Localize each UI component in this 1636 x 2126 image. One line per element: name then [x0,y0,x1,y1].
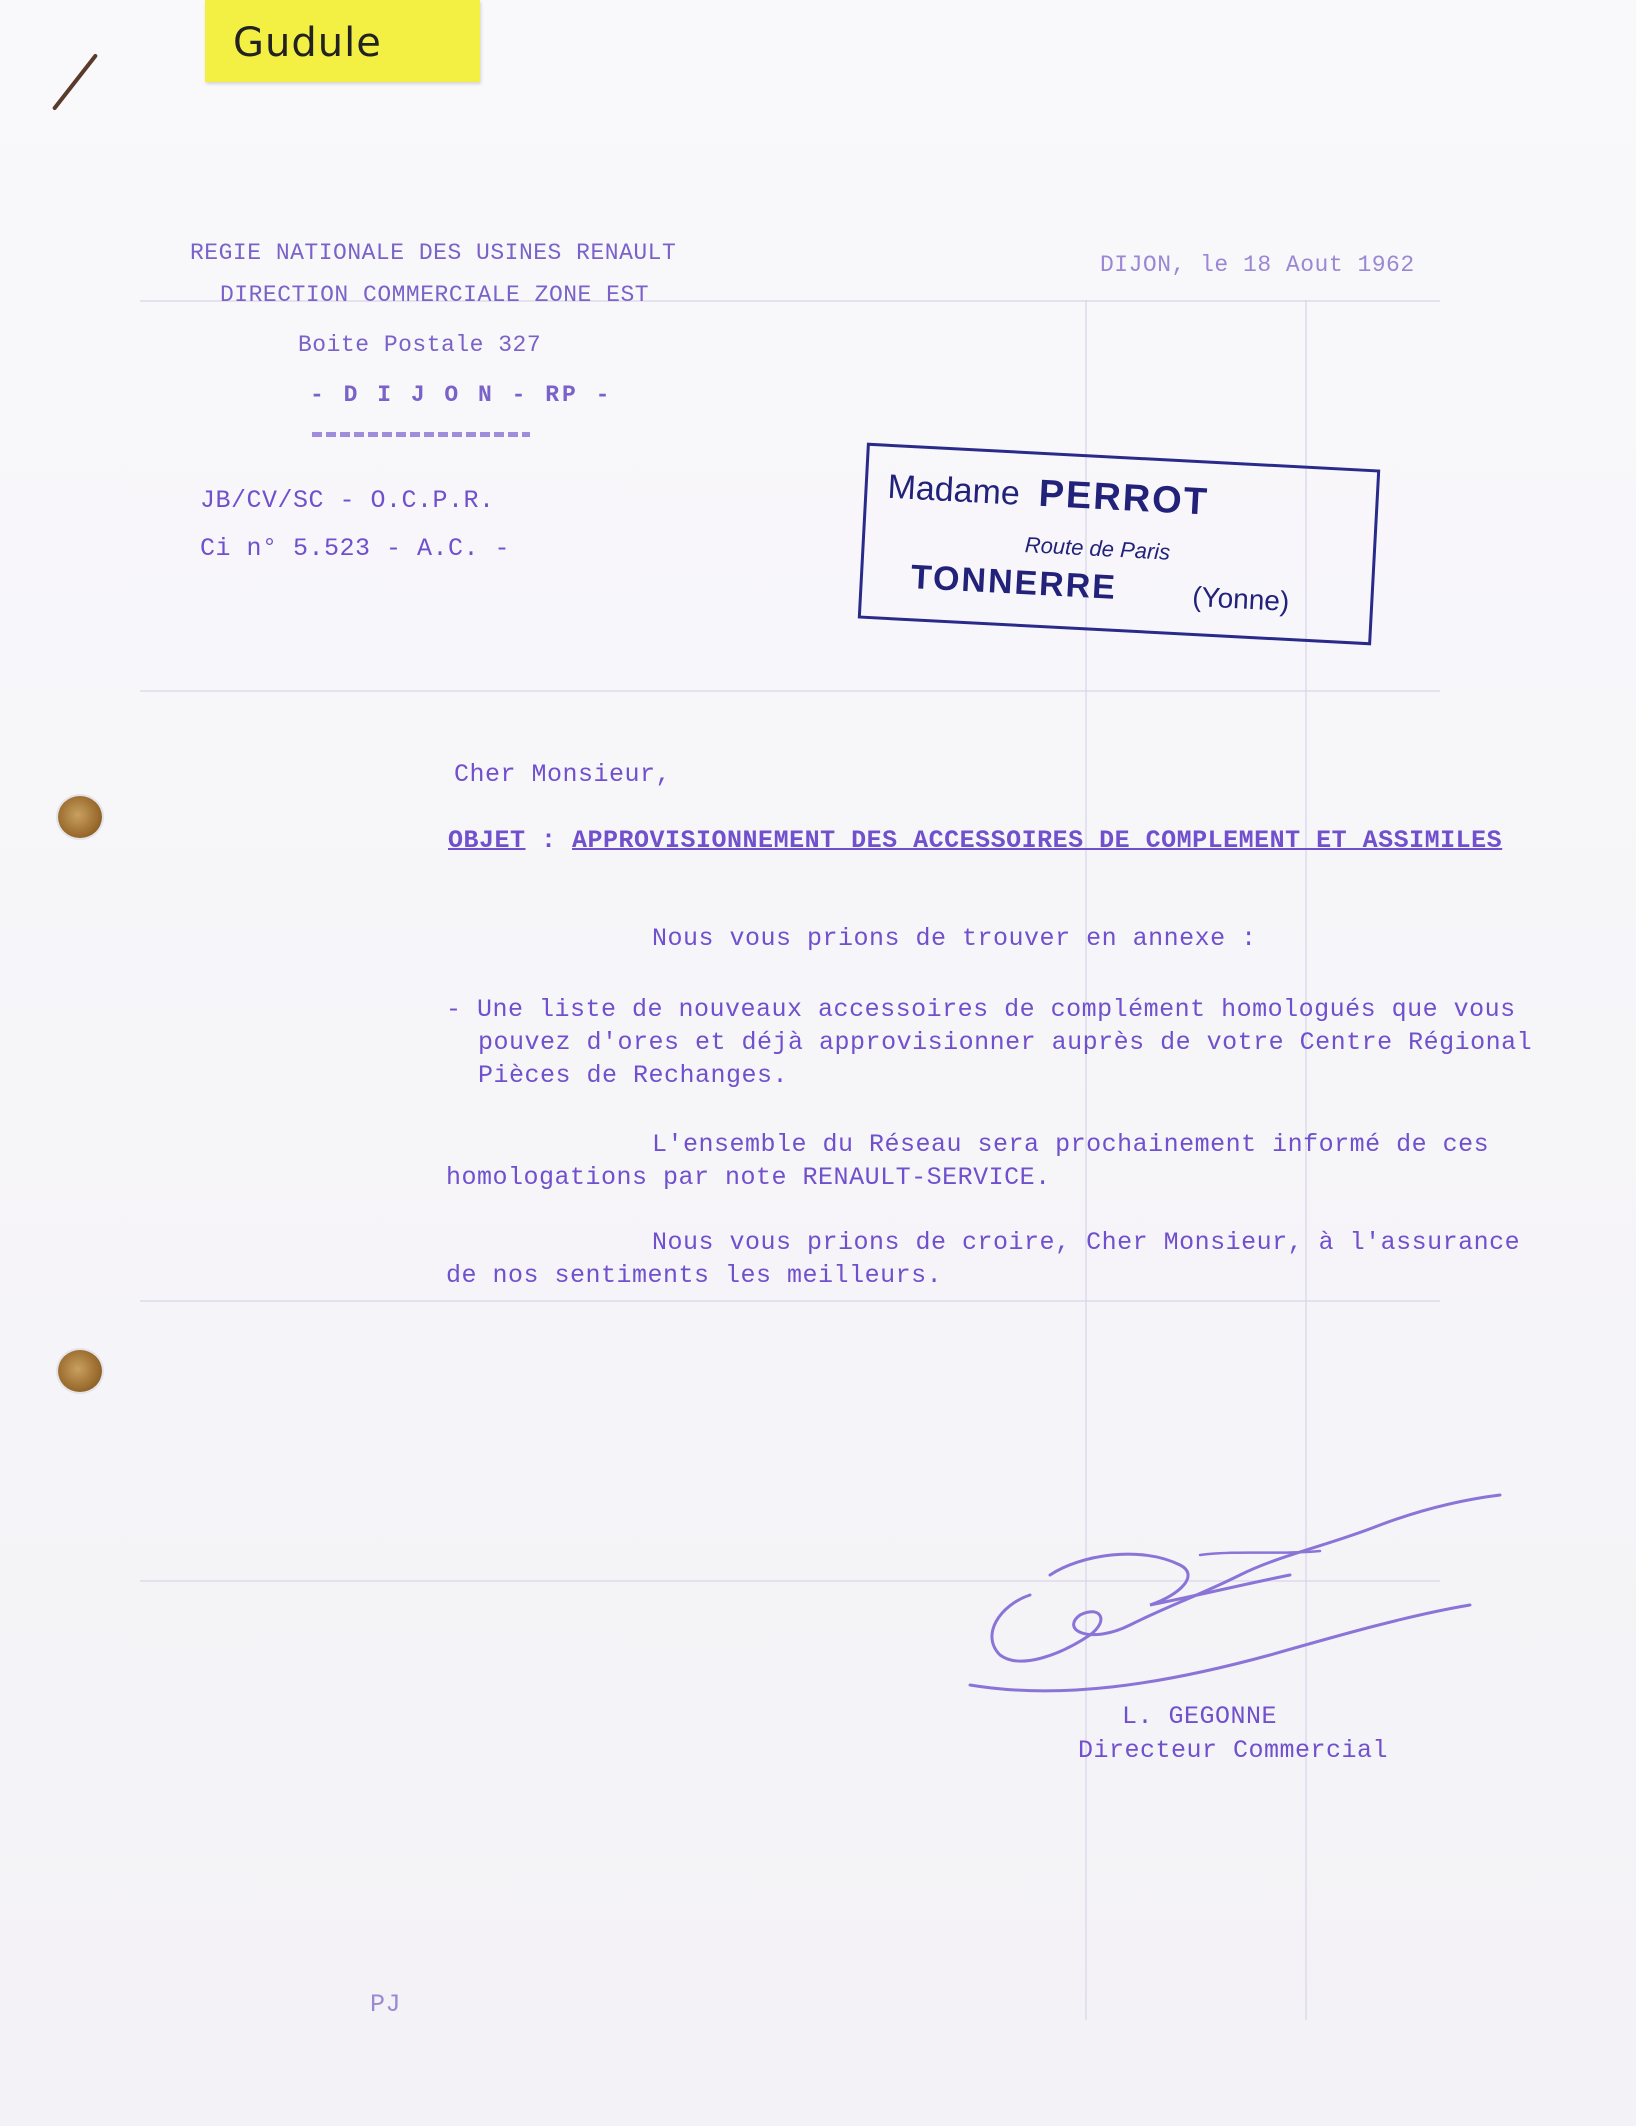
annex-item-line2: pouvez d'ores et déjà approvisionner auprès de votre Centre Régional [478,1028,1533,1057]
staple-icon [52,53,98,111]
annex-item-line1: - Une liste de nouveaux accessoires de complément homologués que vous [446,995,1516,1024]
ghost-rule [140,1300,1440,1302]
letterhead-city: - D I J O N - RP - [310,382,613,408]
body-paragraph-1: Nous vous prions de trouver en annexe : [652,924,1257,953]
punch-hole-icon [58,796,102,838]
subject-label: OBJET [448,826,526,855]
sticky-note [205,0,480,82]
body-paragraph-2-line2: homologations par note RENAULT-SERVICE. [446,1163,1051,1192]
annex-item-line3: Pièces de Rechanges. [478,1061,789,1090]
subject-separator: : [525,826,573,855]
letterhead-divider [312,432,530,437]
signatory-title: Directeur Commercial [1078,1736,1389,1765]
stamp-name: PERROT [1037,472,1210,524]
stamp-region: (Yonne) [1191,580,1291,617]
letterhead-line2: DIRECTION COMMERCIALE ZONE EST [220,282,650,308]
handwritten-signature [940,1455,1520,1735]
letterhead-line1: REGIE NATIONALE DES USINES RENAULT [190,240,677,266]
body-paragraph-2-line1: L'ensemble du Réseau sera prochainement informé de ces [652,1130,1490,1159]
sticky-note-text: Gudule [233,20,382,66]
recipient-stamp [858,443,1381,646]
subject-line [448,826,1502,855]
enclosure-note: PJ [370,1990,402,2019]
closing-line2: de nos sentiments les meilleurs. [446,1261,943,1290]
stamp-city: TONNERRE [909,558,1118,607]
signatory-name: L. GEGONNE [1122,1702,1278,1731]
letter-date: DIJON, le 18 Aout 1962 [1100,252,1415,278]
letterhead-line3: Boite Postale 327 [298,332,542,358]
subject-text: APPROVISIONNEMENT DES ACCESSOIRES DE COMPLEMENT ET ASSIMILES [572,826,1503,855]
punch-hole-icon [58,1350,102,1392]
ghost-rule [140,690,1440,692]
salutation: Cher Monsieur, [454,760,672,789]
stamp-title-line [887,465,1210,525]
reference-1: JB/CV/SC - O.C.P.R. [200,486,495,515]
stamp-title: Madame [886,467,1021,513]
stamp-street: Route de Paris [1024,532,1171,565]
closing-line1: Nous vous prions de croire, Cher Monsieur, à l'assurance [652,1228,1521,1257]
reference-2: Ci n° 5.523 - A.C. - [200,534,511,563]
